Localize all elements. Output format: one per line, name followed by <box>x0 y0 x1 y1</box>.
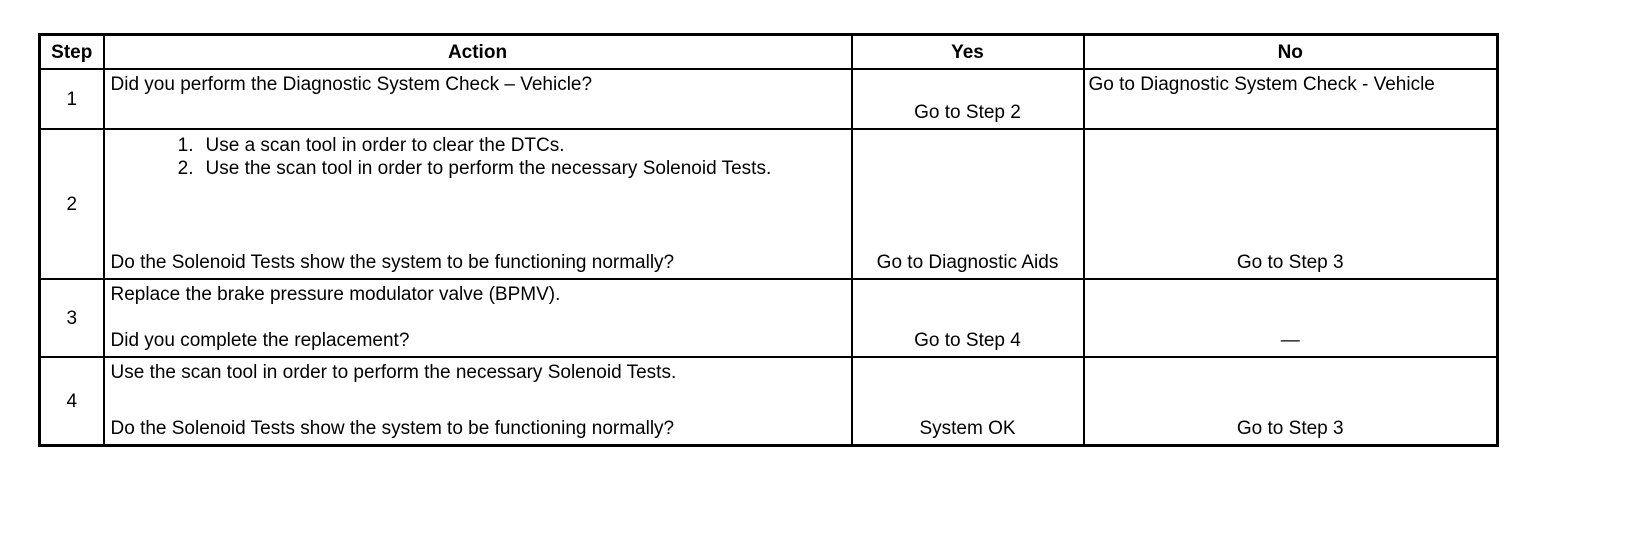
table-header-row <box>40 35 1498 70</box>
yes-link[interactable]: Go to Diagnostic Aids <box>876 252 1059 273</box>
header-yes: Yes <box>852 35 1084 70</box>
header-no: No <box>1084 35 1498 70</box>
no-cell <box>1084 357 1498 446</box>
step-number: 3 <box>40 279 104 357</box>
action-cell <box>104 129 852 279</box>
list-item-text: Use a scan tool in order to clear the DTCs. <box>205 135 565 156</box>
no-link[interactable]: Go to Diagnostic System Check - Vehicle <box>1088 74 1435 95</box>
action-cell <box>104 357 852 446</box>
header-action: Action <box>104 35 852 70</box>
yes-cell <box>852 129 1084 279</box>
no-link[interactable]: Go to Step 3 <box>1236 252 1344 273</box>
action-text: Did you perform the Diagnostic System Check – Vehicle? <box>110 74 593 95</box>
step-number: 1 <box>40 69 104 129</box>
action-cell <box>104 279 852 357</box>
yes-cell <box>852 357 1084 446</box>
no-cell <box>1084 279 1498 357</box>
action-question: Do the Solenoid Tests show the system to be functioning normally? <box>110 418 675 439</box>
step-number: 2 <box>40 129 104 279</box>
list-item <box>177 157 845 180</box>
yes-link[interactable]: Go to Step 4 <box>914 330 1021 351</box>
list-item-text: Use the scan tool in order to perform the necessary Solenoid Tests. <box>205 158 772 179</box>
yes-link[interactable]: Go to Step 2 <box>914 102 1021 123</box>
action-list <box>111 134 845 180</box>
no-value: — <box>1280 330 1300 351</box>
action-question: Did you complete the replacement? <box>110 330 410 351</box>
header-step: Step <box>40 35 104 70</box>
table-row <box>40 69 1498 129</box>
yes-cell <box>852 69 1084 129</box>
diagnostic-table <box>38 33 1499 447</box>
action-text: Use the scan tool in order to perform the necessary Solenoid Tests. <box>110 362 677 383</box>
no-cell <box>1084 129 1498 279</box>
list-item <box>177 134 845 157</box>
action-cell <box>104 69 852 129</box>
no-cell <box>1084 69 1498 129</box>
step-number: 4 <box>40 357 104 446</box>
yes-result: System OK <box>919 418 1016 439</box>
action-question: Do the Solenoid Tests show the system to be functioning normally? <box>110 252 675 273</box>
yes-cell <box>852 279 1084 357</box>
no-link[interactable]: Go to Step 3 <box>1236 418 1344 439</box>
table-row <box>40 279 1498 357</box>
list-item-number: 2. <box>177 158 194 179</box>
action-text: Replace the brake pressure modulator valve (BPMV). <box>110 284 561 305</box>
table-row <box>40 129 1498 279</box>
table-row <box>40 357 1498 446</box>
list-item-number: 1. <box>177 135 194 156</box>
